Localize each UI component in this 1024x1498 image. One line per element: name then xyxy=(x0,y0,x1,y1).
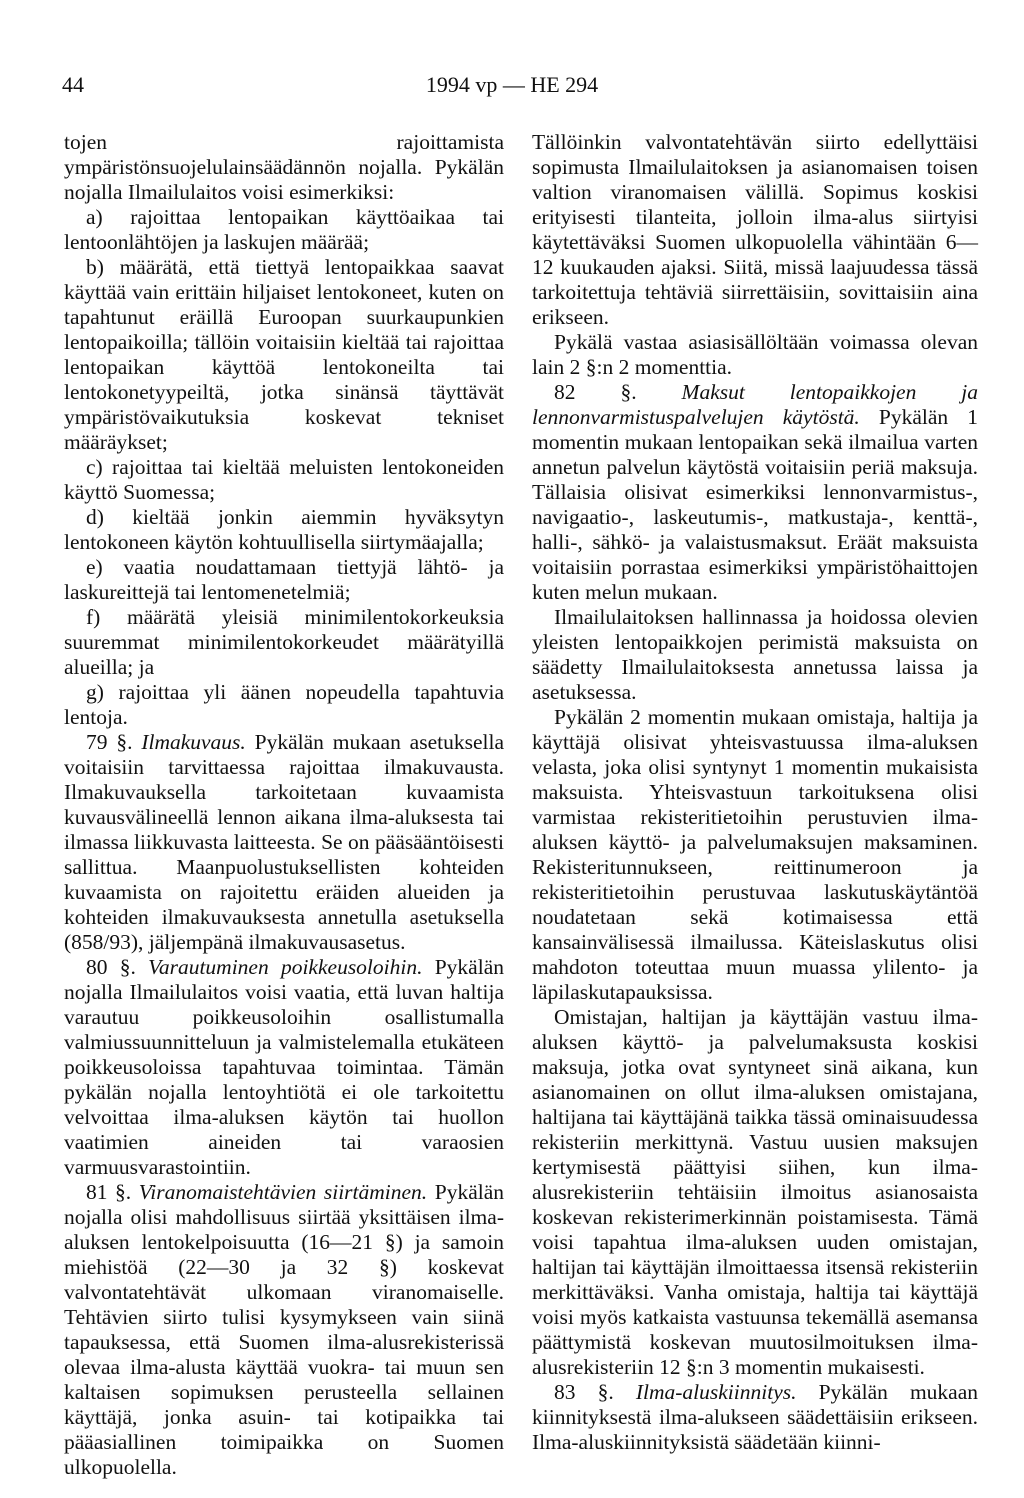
right-column xyxy=(532,130,978,1455)
list-item: f) määrätä yleisiä minimilentokorkeuksia suuremmat minimilentokorkeudet määrätyillä alueilla; ja xyxy=(64,605,504,679)
section-number: 80 §. xyxy=(86,955,136,979)
paragraph: tojen rajoittamista ympäristönsuojelulainsäädännön nojalla. Pykälän nojalla Ilmailulaitos voisi esimerkiksi: xyxy=(64,130,504,204)
section-paragraph xyxy=(64,1180,504,1480)
section-text: Pykälän mukaan asetuksella voitaisiin tarvittaessa rajoittaa ilmakuvausta. Ilmakuvauksella tarkoitetaan kuvaamista kuvausvälineellä lennon aikana ilma-aluksesta tai ilmassa liikkuvasta laitteesta. Se on pääsääntöisesti sallittua. Maanpuolustuksellisten kohteiden kuvaamista on rajoitettu eräiden alueiden ja kohteiden ilmakuvauksesta annetulla asetuksella (858/93), jäljempänä ilmakuvausasetus. xyxy=(64,730,504,954)
section-paragraph xyxy=(532,380,978,605)
paragraph: Omistajan, haltijan ja käyttäjän vastuu ilma-aluksen käyttö- ja palvelumaksusta koskisi maksuja, jotka ovat syntyneet sinä aikana, kun asianomainen on ollut ilma-aluksen omistajana, haltijana tai käyttäjänä taikka tässä ominaisuudessa rekisteriin merkittynä. Vastuu uusien maksujen kertymisestä päättyisi siihen, kun ilma-alusrekisteriin tehtäisiin ilmoitus asianosaista koskevan rekisterimerkinnän poistamisesta. Tämä voisi tapahtua ilma-aluksen uuden omistajan, haltijan tai käyttäjän ilmoittaessa itsensä rekisteriin merkittäväksi. Vanha omistaja, haltija tai käyttäjä voisi myös katkaista vastuunsa tekemällä asemansa päättymistä koskevan muutosilmoituksen ilma-alusrekisteriin 12 §:n 3 momentin mukaisesti. xyxy=(532,1005,978,1379)
section-number: 82 §. xyxy=(554,380,637,404)
list-item: c) rajoittaa tai kieltää meluisten lentokoneiden käyttö Suomessa; xyxy=(64,455,504,504)
section-paragraph xyxy=(532,1380,978,1455)
list-item: e) vaatia noudattamaan tiettyjä lähtö- ja laskureittejä tai lentomenetelmiä; xyxy=(64,555,504,604)
section-title: Viranomaistehtävien siirtäminen. xyxy=(138,1180,428,1204)
section-text: Pykälän 1 momentin mukaan lentopaikan sekä ilmailua varten annetun palvelun käytöstä voitaisiin periä maksuja. Tällaisia olisivat esimerkiksi lennonvarmistus-, navigaatio-, laskeutumis-, matkustaja-, kenttä-, halli-, sähkö- ja valaistusmaksut. Eräät maksuista voitaisiin porrastaa esimerkiksi ympäristöhaittojen kuten melun mukaan. xyxy=(532,405,978,604)
section-text: Pykälän nojalla Ilmailulaitos voisi vaatia, että luvan haltija varautuu poikkeusoloihin osallistumalla valmiussuunnitteluun ja valmistelemalla etukäteen poikkeusoloissa tapahtuvaa toimintaa. Tämän pykälän nojalla lentoyhtiötä ei ole tarkoitettu velvoittaa ilma-aluksen käytön tai huollon vaatimien aineiden tai varaosien varmuusvarastointiin. xyxy=(64,955,504,1179)
section-number: 83 §. xyxy=(554,1380,614,1404)
section-title: Ilma-aluskiinnitys. xyxy=(635,1380,797,1404)
section-text: Pykälän nojalla olisi mahdollisuus siirtää yksittäisen ilma-aluksen lentokelpoisuutta (16—21 §) ja samoin miehistöä (22—30 ja 32 §) koskevat valvontatehtävät ulkomaan viranomaiselle. Tehtävien siirto tulisi kysymykseen vain siinä tapauksessa, että Suomen ilma-alusrekisterissä olevaa ilma-alusta käyttää vuokra- tai muun sen kaltaisen sopimuksen perusteella sellainen käyttäjä, jonka asuin- tai kotipaikka tai pääasiallinen toimipaikka on Suomen ulkopuolella. xyxy=(64,1180,505,1479)
paragraph: Tällöinkin valvontatehtävän siirto edellyttäisi sopimusta Ilmailulaitoksen ja asianomaisen toisen valtion viranomaisen välillä. Sopimus koskisi erityisesti tilanteita, jolloin ilma-alus siirtyisi käytettäväksi Suomen ulkopuolella vähintään 6—12 kuukauden ajaksi. Siitä, missä laajuudessa tässä tarkoitettuja tehtäviä siirrettäisiin, sovittaisiin aina erikseen. xyxy=(532,130,978,329)
section-number: 81 §. xyxy=(86,1180,132,1204)
page-header xyxy=(62,72,962,102)
left-column xyxy=(64,130,504,1480)
section-title: Maksut lentopaikkojen ja lennonvarmistuspalvelujen käytöstä. xyxy=(532,380,979,429)
section-paragraph xyxy=(64,955,504,1180)
paragraph: Pykälä vastaa asiasisällöltään voimassa olevan lain 2 §:n 2 momenttia. xyxy=(532,330,978,379)
section-number: 79 §. xyxy=(86,730,133,754)
section-title: Varautuminen poikkeusoloihin. xyxy=(148,955,423,979)
list-item: b) määrätä, että tiettyä lentopaikkaa saavat käyttää vain erittäin hiljaiset lentokoneet, kuten on tapahtunut eräillä Euroopan suurkaupunkien lentopaikoilla; tällöin voitaisiin kieltää tai rajoittaa lentopaikan käyttöä lentokoneilta tai lentokonetyypeiltä, jotka sinänsä täyttävät ympäristövaikutuksia koskevat tekniset määräykset; xyxy=(64,255,504,454)
section-text: Pykälän mukaan kiinnityksestä ilma-alukseen säädettäisiin erikseen. Ilma-aluskiinnityksistä säädetään kiinni- xyxy=(532,1380,979,1454)
list-item: d) kieltää jonkin aiemmin hyväksytyn lentokoneen käytön kohtuullisella siirtymäajalla; xyxy=(64,505,504,554)
page-number: 44 xyxy=(62,72,84,97)
running-head: 1994 vp — HE 294 xyxy=(425,72,599,97)
paragraph: Ilmailulaitoksen hallinnassa ja hoidossa olevien yleisten lentopaikkojen perimistä maksuista on säädetty Ilmailulaitoksesta annetussa laissa ja asetuksessa. xyxy=(532,605,978,704)
section-title: Ilmakuvaus. xyxy=(141,730,246,754)
paragraph: Pykälän 2 momentin mukaan omistaja, haltija ja käyttäjä olisivat yhteisvastuussa ilma-aluksen velasta, joka olisi syntynyt 1 momentin mukaisista maksuista. Yhteisvastuun tarkoituksena olisi varmistaa rekisteritietoihin perustuvien ilma-aluksen käyttö- ja palvelumaksujen maksaminen. Rekisteritunnukseen, reittinumeroon ja rekisteritietoihin perustuvaa laskutuskäytäntöä noudatetaan sekä kotimaisessa että kansainvälisessä ilmailussa. Käteislaskutus olisi mahdoton toteuttaa muun muassa ylilento- ja läpilaskutapauksissa. xyxy=(532,705,978,1004)
list-item: a) rajoittaa lentopaikan käyttöaikaa tai lentoonlähtöjen ja laskujen määrää; xyxy=(64,205,504,254)
list-item: g) rajoittaa yli äänen nopeudella tapahtuvia lentoja. xyxy=(64,680,504,729)
section-paragraph xyxy=(64,730,504,955)
